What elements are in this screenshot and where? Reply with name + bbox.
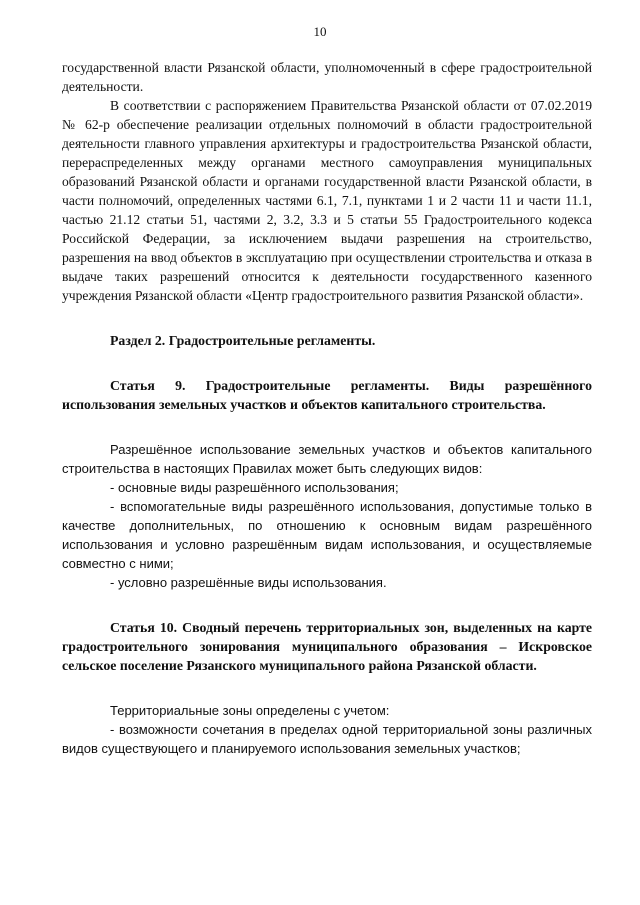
article-10-heading: Статья 10. Сводный перечень территориальных зон, выделенных на карте градостроительного зонирования муниципального образования – Искровское сельское поселение Рязанского муниципального района Рязанской области. [62,620,592,673]
article-10-body [62,701,592,758]
article-9-item: - основные виды разрешённого использования; [110,480,399,495]
page-number: 10 [313,24,327,39]
page-content [62,58,592,758]
article-9-body [62,440,592,592]
article-10-item: - возможности сочетания в пределах одной территориальной зоны различных видов существующего и планируемого использования земельных участков; [62,722,592,756]
paragraph-government-order: В соответствии с распоряжением Правительства Рязанской области от 07.02.2019 № 62-р обеспечение реализации отдельных полномочий в области градостроительной деятельности главного управления архитектуры и градостроительства Рязанской области, перераспределенных между органами местного самоуправления муниципальных образований Рязанской области и органами государственной власти Рязанской области, в части полномочий, определенных частями 6.1, 7.1, пунктами 1 и 2 части 11 и части 11.1, частью 21.12 статьи 51, частями 2, 3.2, 3.3 и 5 статьи 55 Градостроительного кодекса Российской Федерации, за исключением выдачи разрешения на строительство, разрешения на ввод объектов в эксплуатацию при осуществлении строительства и отказа в выдаче таких разрешений относится к деятельности государственного казенного учреждения Рязанской области «Центр градостроительного развития Рязанской области». [62,98,592,303]
paragraph-continued: государственной власти Рязанской области, уполномоченный в сфере градостроительной деятельности. [62,60,592,94]
article-9-heading: Статья 9. Градостроительные регламенты. Виды разрешённого использования земельных участков и объектов капитального строительства. [62,378,592,412]
article-9-item: - вспомогательные виды разрешённого использования, допустимые только в качестве дополнительных, по отношению к основным видам разрешённого использования и условно разрешённым видам использования, и осуществляемые совместно с ними; [62,499,592,571]
section-2-heading: Раздел 2. Градостроительные регламенты. [110,333,376,348]
article-9-intro: Разрешённое использование земельных участков и объектов капитального строительства в настоящих Правилах может быть следующих видов: [62,442,592,476]
article-10-intro: Территориальные зоны определены с учетом: [110,703,390,718]
article-9-item: - условно разрешённые виды использования. [110,575,387,590]
